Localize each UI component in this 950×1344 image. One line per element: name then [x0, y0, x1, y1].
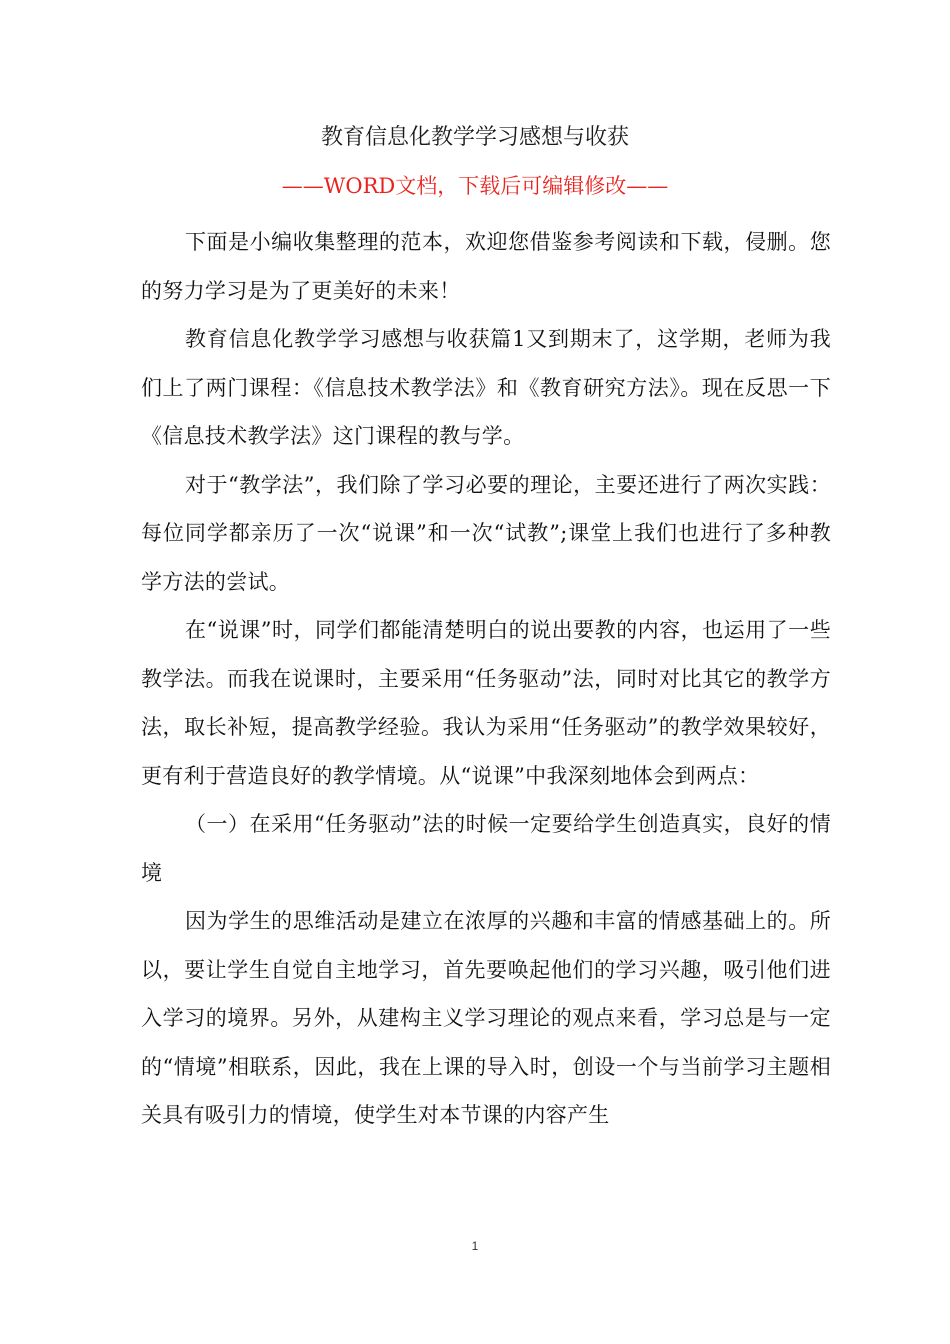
paragraph-heading-1: （一）在采用“任务驱动”法的时候一定要给学生创造真实，良好的情境 — [141, 812, 831, 885]
document-subtitle: ——WORD文档，下载后可编辑修改—— — [281, 174, 669, 198]
paragraph-4: 因为学生的思维活动是建立在浓厚的兴趣和丰富的情感基础上的。所以，要让学生自觉自主地学习，首先要唤起他们的学习兴趣，吸引他们进入学习的境界。另外，从建构主义学习理论的观点来看，学习总是与一定的“情境”相联系，因此，我在上课的导入时，创设一个与当前学习主题相关具有吸引力的情境，使学生对本节课的内容产生 — [141, 909, 831, 1127]
document-title: 教育信息化教学学习感想与收获 — [320, 125, 629, 150]
paragraph-intro: 下面是小编收集整理的范本，欢迎您借鉴参考阅读和下载，侵删。您的努力学习是为了更美好的未来！ — [141, 230, 831, 303]
page-number: 1 — [471, 1239, 479, 1253]
paragraph-3: 在“说课”时，同学们都能清楚明白的说出要教的内容，也运用了一些教学法。而我在说课时，主要采用“任务驱动”法，同时对比其它的教学方法，取长补短，提高教学经验。我认为采用“任务驱动”的教学效果较好，更有利于营造良好的教学情境。从“说课”中我深刻地体会到两点： — [141, 618, 831, 788]
paragraph-2: 对于“教学法”，我们除了学习必要的理论，主要还进行了两次实践：每位同学都亲历了一次“说课”和一次“试教”;课堂上我们也进行了多种教学方法的尝试。 — [141, 472, 831, 594]
paragraph-1: 教育信息化教学学习感想与收获篇1又到期末了，这学期，老师为我们上了两门课程：《信息技术教学法》和《教育研究方法》。现在反思一下《信息技术教学法》这门课程的教与学。 — [141, 327, 831, 448]
document-body — [141, 218, 831, 1140]
